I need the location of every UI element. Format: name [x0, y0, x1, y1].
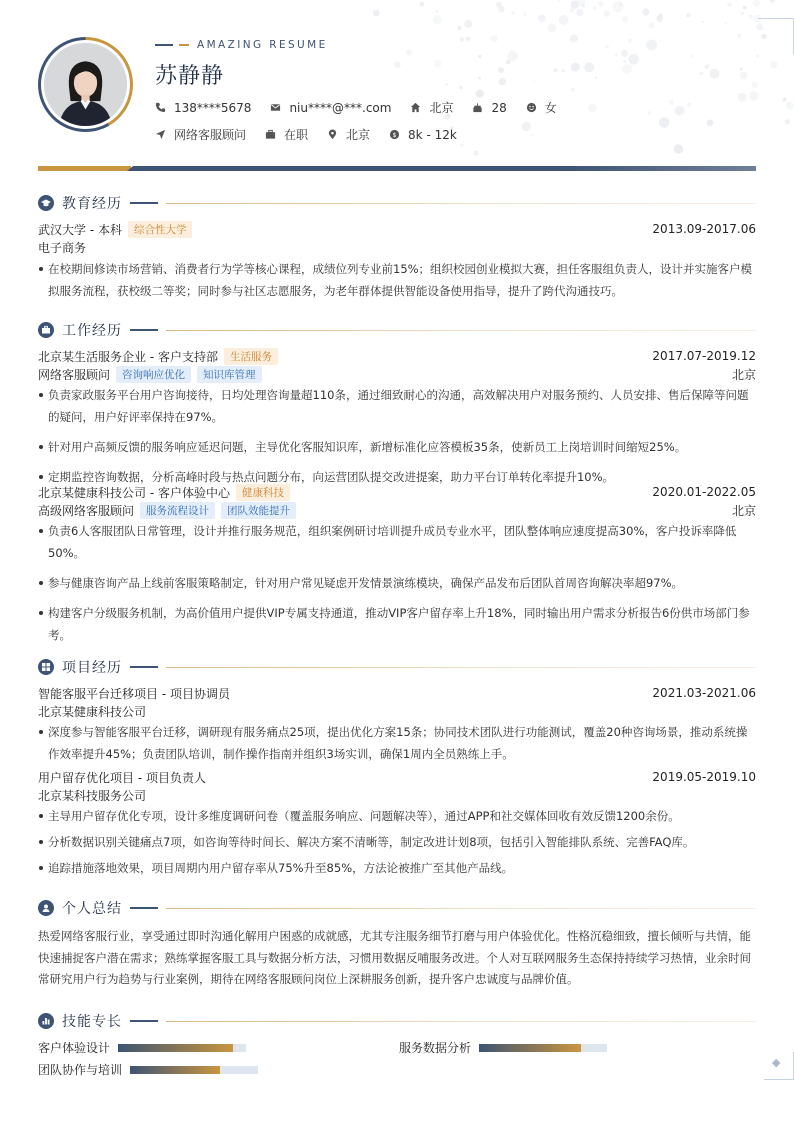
- decorative-dot: [562, 69, 565, 72]
- decorative-dot: [373, 10, 380, 17]
- decorative-dot: [705, 65, 709, 69]
- major: 电子商务: [38, 240, 87, 255]
- decorative-dot: [675, 106, 685, 116]
- list-item: 深度参与智能客服平台迁移，调研现有服务痛点25项，提出优化方案15条；协同技术团队进行功能测试，覆盖20种咨询场景，推动系统操作效率提升45%；负责团队培训，制作操作指南并组织3场实训，确保1周内全员熟练上手。: [38, 721, 756, 765]
- decorative-dot: [459, 86, 462, 89]
- list-item: 参与健康咨询产品上线前客服策略制定，针对用户常见疑虑开发情景演练模块，确保产品发布后团队首周咨询解决率超97%。: [38, 572, 756, 594]
- decorative-dot: [749, 15, 753, 19]
- smile-icon: [526, 102, 537, 113]
- list-item: 针对用户高频反馈的服务响应延迟问题，主导优化客服知识库，新增标准化应答模板35条，使新员工上岗培训时间缩短25%。: [38, 436, 756, 458]
- decorative-dot: [588, 104, 597, 113]
- decorative-dot: [674, 144, 683, 153]
- decorative-dot: [506, 60, 511, 65]
- decorative-dot: [473, 150, 478, 155]
- decorative-dot: [741, 12, 745, 16]
- list-item: 主导用户留存优化专项，设计多维度调研问卷（覆盖服务响应、问题解决等），通过APP和社交媒体回收有效反馈1200余份。: [38, 805, 756, 827]
- decorative-dot: [743, 6, 747, 10]
- corner-decoration: [764, 1052, 794, 1080]
- skill-item: [38, 1061, 258, 1078]
- email: niu****@***.com: [289, 100, 392, 115]
- contact-info: [155, 99, 576, 116]
- project-date: 2019.05-2019.10: [652, 770, 756, 784]
- company: 北京某生活服务企业 - 客户支持部: [38, 349, 218, 364]
- send-icon: [155, 129, 166, 140]
- project-org: 北京某健康科技公司: [38, 704, 147, 719]
- decorative-dot: [435, 10, 438, 13]
- decorative-dot: [623, 60, 626, 63]
- section-work: [38, 320, 756, 340]
- decorative-dot: [406, 50, 412, 56]
- diamond-icon: ◆: [772, 1056, 781, 1069]
- decorative-dot: [783, 98, 787, 102]
- industry-tag: 健康科技: [236, 484, 290, 501]
- decorative-dot: [740, 67, 743, 70]
- decorative-dot: [593, 7, 596, 10]
- decorative-dot: [702, 21, 704, 23]
- decorative-dot: [548, 24, 557, 33]
- decorative-dot: [576, 9, 583, 16]
- work-entry: [38, 347, 756, 488]
- education-entry: [38, 220, 756, 302]
- decorative-dot: [699, 71, 703, 75]
- decorative-dot: [446, 83, 448, 85]
- project-org: 北京某科技服务公司: [38, 788, 147, 803]
- city: 北京: [429, 101, 454, 115]
- list-item: 分析数据识别关键痛点7项，如咨询等待时间长、解决方案不清晰等，制定改进计划8项，包括引入智能排队系统、完善FAQ库。: [38, 831, 756, 853]
- decorative-dot: [648, 22, 654, 28]
- decorative-dot: [622, 64, 632, 74]
- decorative-dot: [687, 103, 691, 107]
- skill-item: [399, 1039, 607, 1056]
- decorative-dot: [622, 16, 628, 22]
- list-item: 在校期间修读市场营销、消费者行为学等核心课程，成绩位列专业前15%；组织校园创业模拟大赛，担任客服组负责人，设计并实施客户模拟服务流程，获校级二等奖；同时参与社区志愿服务，为老年群体提供智能设备使用指导，提升了跨代沟通技巧。: [38, 258, 756, 302]
- decorative-dot: [571, 63, 580, 72]
- candidate-name: 苏静静: [155, 64, 225, 89]
- decorative-dot: [533, 81, 535, 83]
- section-title: 教育经历: [62, 196, 122, 212]
- school: 武汉大学 - 本科: [38, 222, 122, 237]
- decorative-dot: [621, 50, 628, 57]
- decorative-dot: [598, 1, 603, 6]
- target-job: 网络客服顾问: [174, 128, 247, 142]
- location-icon: [327, 129, 338, 140]
- list-item: 定期监控咨询数据，分析高峰时段与热点问题分布，向运营团队提交改进提案，助力平台订单转化率提升10%。: [38, 466, 756, 488]
- job-intention: [155, 126, 476, 143]
- gender: 女: [544, 101, 557, 115]
- decorative-dot: [770, 0, 775, 3]
- decorative-dot: [770, 61, 778, 69]
- decorative-dot: [433, 15, 442, 24]
- decorative-dot: [478, 77, 481, 80]
- decorative-dot: [786, 101, 794, 109]
- decorative-dot: [690, 55, 693, 58]
- role: 高级网络客服顾问: [38, 503, 135, 518]
- decorative-dot: [646, 40, 657, 51]
- decorative-dot: [738, 93, 747, 102]
- skill-bar: [479, 1044, 607, 1052]
- grid-icon: [38, 659, 54, 675]
- industry-tag: 生活服务: [224, 348, 278, 365]
- target-city: 北京: [346, 128, 371, 142]
- corner-decoration: [758, 18, 794, 54]
- decorative-dot: [686, 13, 691, 18]
- skill-tag: 团队效能提升: [221, 502, 296, 519]
- decorative-dot: [530, 133, 533, 136]
- skill-name: 客户体验设计: [38, 1041, 111, 1055]
- decorative-dot: [740, 72, 747, 79]
- decorative-dot: [737, 34, 741, 38]
- section-title: 工作经历: [62, 323, 122, 339]
- briefcase-icon: [38, 322, 54, 338]
- decorative-dot: [785, 119, 790, 124]
- section-education: [38, 193, 756, 213]
- decorative-dot: [394, 61, 400, 67]
- job-status: 在职: [284, 128, 309, 142]
- decorative-dot: [604, 10, 610, 16]
- decorative-dot: [467, 37, 470, 40]
- salary: 8k - 12k: [408, 127, 457, 142]
- decorative-dot: [756, 54, 760, 58]
- decorative-dot: [615, 54, 618, 57]
- tagline: [155, 39, 328, 51]
- skill-level: [118, 1044, 233, 1052]
- decorative-dot: [753, 0, 761, 7]
- mail-icon: [270, 102, 281, 113]
- decorative-dot: [606, 45, 609, 48]
- portrait-image: [44, 43, 127, 126]
- decorative-dot: [558, 0, 561, 2]
- header-divider: [38, 166, 756, 171]
- list-item: 负责家政服务平台用户咨询接待，日均处理咨询量超110条，通过细致耐心的沟通，高效解决用户对服务预约、人员安排、售后保障等问题的疑问，用户好评率保持在97%。: [38, 384, 756, 428]
- decorative-dot: [628, 39, 632, 43]
- decorative-dot: [464, 20, 472, 28]
- decorative-dot: [642, 8, 649, 15]
- skill-tag: 咨询响应优化: [116, 366, 191, 383]
- skill-item: [38, 1039, 246, 1056]
- decorative-dot: [570, 35, 578, 43]
- avatar: [38, 37, 133, 132]
- decorative-dot: [657, 15, 663, 21]
- decorative-dot: [554, 68, 558, 72]
- briefcase-icon: [265, 129, 276, 140]
- skill-bar: [130, 1066, 258, 1074]
- decorative-dot: [538, 15, 546, 23]
- decorative-dot: [457, 26, 462, 31]
- decorative-dot: [752, 82, 758, 88]
- project-date: 2021.03-2021.06: [652, 686, 756, 700]
- decorative-dot: [628, 54, 639, 65]
- work-date: 2020.01-2022.05: [652, 485, 756, 499]
- role: 网络客服顾问: [38, 367, 111, 382]
- skill-level: [479, 1044, 581, 1052]
- list-item: 追踪措施落地效果，项目周期内用户留存率从75%升至85%，方法论被推广至其他产品线。: [38, 857, 756, 879]
- age: 28: [491, 100, 507, 115]
- section-project: [38, 657, 756, 677]
- phone: 138****5678: [174, 100, 252, 115]
- decorative-dot: [420, 2, 424, 6]
- work-entry: [38, 483, 756, 646]
- decorative-dot: [476, 90, 484, 98]
- school-tag: 综合性大学: [128, 221, 193, 238]
- money-icon: [389, 129, 400, 140]
- decorative-dot: [523, 12, 527, 16]
- decorative-dot: [507, 51, 517, 61]
- decorative-dot: [619, 3, 622, 6]
- graduation-cap-icon: [38, 195, 54, 211]
- section-title: 技能专长: [62, 1014, 122, 1030]
- project-title: 用户留存优化项目 - 项目负责人: [38, 770, 206, 785]
- project-entry: [38, 684, 756, 765]
- work-location: 北京: [731, 503, 756, 518]
- home-icon: [410, 102, 421, 113]
- decorative-dot: [511, 11, 514, 14]
- decorative-dot: [707, 120, 714, 127]
- decorative-dot: [669, 100, 674, 105]
- decorative-dot: [725, 22, 727, 24]
- skill-name: 团队协作与培训: [38, 1063, 123, 1077]
- decorative-dot: [613, 1, 624, 12]
- svg-text:$: $: [392, 130, 397, 139]
- decorative-dot: [595, 77, 597, 79]
- work-date: 2017.07-2019.12: [652, 349, 756, 363]
- skill-bar: [118, 1044, 246, 1052]
- skill-tag: 知识库管理: [197, 366, 262, 383]
- decorative-dot: [491, 35, 498, 42]
- decorative-dot: [522, 122, 531, 131]
- section-title: 项目经历: [62, 660, 122, 676]
- decorative-dot: [727, 2, 732, 7]
- section-summary: [38, 898, 756, 918]
- project-title: 智能客服平台迁移项目 - 项目协调员: [38, 686, 230, 701]
- work-location: 北京: [731, 367, 756, 382]
- list-item: 负责6人客服团队日常管理，设计并推行服务规范，组织案例研讨培训提升成员专业水平，团队整体响应速度提高30%，客户投诉率降低50%。: [38, 520, 756, 564]
- skill-name: 服务数据分析: [399, 1041, 472, 1055]
- tagline-text: AMAZING RESUME: [197, 39, 328, 51]
- decorative-dot: [659, 117, 670, 128]
- edu-date: 2013.09-2017.06: [652, 222, 756, 236]
- decorative-dot: [498, 67, 504, 73]
- section-title: 个人总结: [62, 901, 122, 917]
- decorative-dot: [499, 78, 506, 85]
- bar-chart-icon: [38, 1013, 54, 1029]
- skill-level: [130, 1066, 220, 1074]
- section-skills: [38, 1011, 756, 1031]
- decorative-dot: [434, 60, 441, 67]
- decorative-dot: [571, 88, 575, 92]
- cake-icon: [472, 102, 483, 113]
- summary-text: 热爱网络客服行业，享受通过即时沟通化解用户困惑的成就感，尤其专注服务细节打磨与用户体验优化。性格沉稳细致，擅长倾听与共情，能快速捕捉客户潜在需求；熟练掌握客服工具与数据分析方法，习惯用数据反哺服务改进。个人对互联网服务生态保持持续学习热情，业余时间常研究用户行为趋势与行业案例，期待在网络客服顾问岗位上深耕服务创新，提升客户忠诚度与品牌价值。: [38, 929, 751, 986]
- decorative-dot: [584, 62, 594, 72]
- decorative-dot: [478, 55, 481, 58]
- list-item: 构建客户分级服务机制，为高价值用户提供VIP专属支持通道，推动VIP客户留存率上升18%，同时输出用户需求分析报告6份供市场部门参考。: [38, 602, 756, 646]
- skill-tag: 服务流程设计: [140, 502, 215, 519]
- decorative-dot: [570, 8, 574, 12]
- decorative-dot: [460, 37, 464, 41]
- phone-icon: [155, 102, 166, 113]
- company: 北京某健康科技公司 - 客户体验中心: [38, 485, 230, 500]
- decorative-dot: [496, 2, 502, 8]
- decorative-dot: [647, 111, 650, 114]
- decorative-dot: [749, 91, 758, 100]
- project-entry: [38, 768, 756, 879]
- decorative-dot: [559, 15, 569, 25]
- user-icon: [38, 900, 54, 916]
- decorative-dot: [710, 69, 720, 79]
- decorative-dot: [460, 143, 464, 147]
